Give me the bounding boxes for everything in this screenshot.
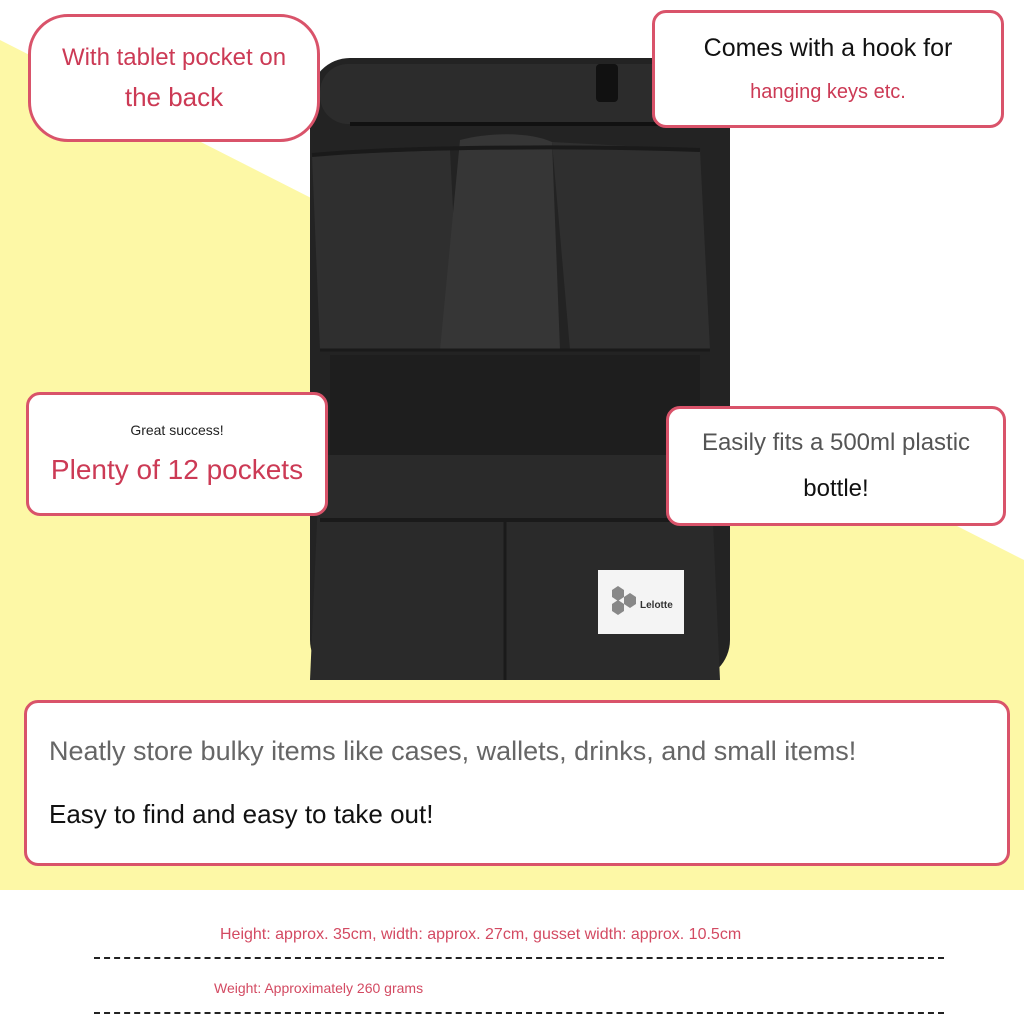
- callout-text: Easily fits a 500ml plastic: [701, 429, 971, 456]
- callout-text: bottle!: [803, 475, 869, 502]
- callout-text: Comes with a hook for: [703, 34, 953, 62]
- callout-bottle: [666, 406, 1006, 526]
- callout-text: the back: [124, 81, 224, 112]
- summary-text: Neatly store bulky items like cases, wallets, drinks, and small items!: [49, 736, 857, 766]
- callout-hook: [652, 10, 1004, 128]
- spec-dimensions: Height: approx. 35cm, width: approx. 27cm, gusset width: approx. 10.5cm: [220, 926, 742, 943]
- callout-text: Great success!: [130, 422, 224, 438]
- brand-label: Lelotte: [640, 600, 673, 611]
- spec-weight: Weight: Approximately 260 grams: [214, 980, 424, 996]
- callout-pockets: [26, 392, 328, 516]
- callout-text: With tablet pocket on: [61, 43, 287, 71]
- divider: [94, 957, 944, 959]
- callout-text: hanging keys etc.: [750, 81, 906, 103]
- divider: [94, 1012, 944, 1014]
- callout-tablet-pocket: [28, 14, 320, 142]
- callout-summary: [24, 700, 1010, 866]
- callout-text: Plenty of 12 pockets: [50, 454, 304, 485]
- bag-organizer-illustration: [290, 50, 750, 690]
- summary-text: Easy to find and easy to take out!: [49, 799, 434, 829]
